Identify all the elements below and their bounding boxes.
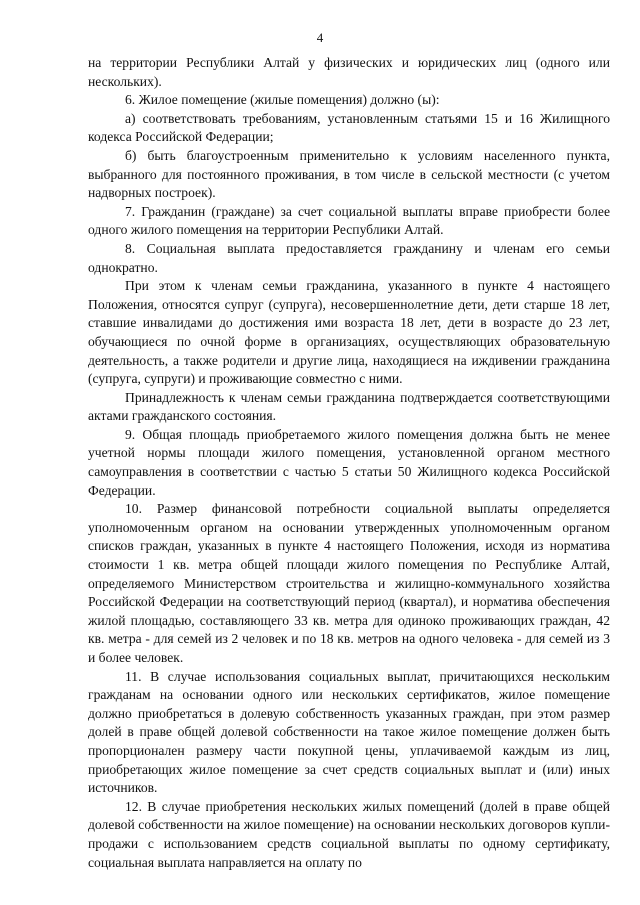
- paragraph: Принадлежность к членам семьи гражданина подтверждается соответствующими актами гражданского состояния.: [88, 389, 610, 424]
- page-number: 4: [316, 30, 324, 45]
- paragraph: 11. В случае использования социальных выплат, причитающихся нескольким гражданам на основании одного или нескольких сертификатов, жилое помещение должно приобретаться в долевую собственность указанных граждан, при этом размер долей в праве общей долевой собственности на такое жилое помещение должен быть пропорционален размеру части покупной цены, уплачиваемой каждым из лиц, приобретающих жилое помещение за счет средств социальных выплат и (или) иных источников.: [88, 668, 610, 796]
- paragraph: 9. Общая площадь приобретаемого жилого помещения должна быть не менее учетной нормы площади жилого помещения, установленной органом местного самоуправления в соответствии с частью 5 статьи 50 Жилищного кодекса Российской Федерации.: [88, 426, 610, 498]
- paragraph: а) соответствовать требованиям, установленным статьями 15 и 16 Жилищного кодекса Российской Федерации;: [88, 110, 610, 145]
- paragraph: 10. Размер финансовой потребности социальной выплаты определяется уполномоченным органом на основании утвержденных уполномоченным органом списков граждан, указанных в пункте 4 настоящего Положения, исходя из норматива стоимости 1 кв. метра общей площади жилого помещения по Республике Алтай, определяемого Министерством строительства и жилищно-коммунального хозяйства Российской Федерации на соответствующий период (квартал), и норматива обеспечения жилой площадью, составляющего 33 кв. метра для одиноко проживающих граждан, 42 кв. метра - для семей из 2 человек и по 18 кв. метров на одного человека - для семей из 3 и более человек.: [88, 501, 610, 665]
- paragraph: на территории Республики Алтай у физических и юридических лиц (одного или нескольких).: [88, 55, 610, 89]
- document-body: [88, 54, 610, 872]
- paragraph: 7. Гражданин (граждане) за счет социальной выплаты вправе приобрести более одного жилого помещения на территории Республики Алтай.: [88, 203, 610, 238]
- paragraph: 6. Жилое помещение (жилые помещения) должно (ы):: [125, 92, 440, 108]
- paragraph: б) быть благоустроенным применительно к условиям населенного пункта, выбранного для постоянного проживания, в том числе в сельской местности (с учетом надворных построек).: [88, 147, 610, 201]
- paragraph: При этом к членам семьи гражданина, указанного в пункте 4 настоящего Положения, относятся супруг (супруга), несовершеннолетние дети, дети старше 18 лет, ставшие инвалидами до достижения ими возраста 18 лет, дети в возрасте до 23 лет, обучающиеся по очной форме в организациях, осуществляющих образовательную деятельность, а также родители и другие лица, находящиеся на иждивении гражданина (супруга, супруги) и проживающие совместно с ними.: [88, 278, 610, 387]
- paragraph: 12. В случае приобретения нескольких жилых помещений (долей в праве общей долевой собственности на жилое помещение) на основании нескольких договоров купли-продажи с использованием средств социальной выплаты по одному сертификату, социальная выплата направляется на оплату по: [88, 798, 610, 870]
- paragraph: 8. Социальная выплата предоставляется гражданину и членам его семьи однократно.: [88, 240, 610, 275]
